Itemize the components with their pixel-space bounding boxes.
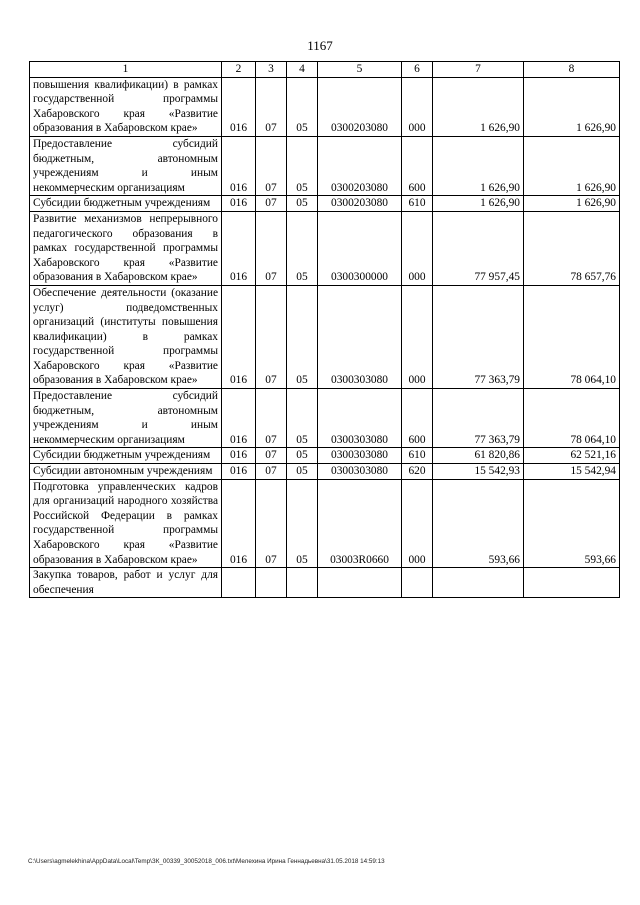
table-row — [30, 479, 620, 568]
table-row — [30, 448, 620, 464]
cell-subsection: 05 — [287, 211, 318, 285]
cell-description — [30, 285, 222, 388]
table-row — [30, 285, 620, 388]
description-text: Подготовка управленческих кадров для организаций народного хозяйства Российской Федерации в рамках государственной программы Хабаровского края «Развитие образования в Хабаровском крае» — [33, 480, 218, 566]
cell-description — [30, 77, 222, 136]
cell-amount-year2 — [524, 568, 620, 598]
cell-target-article: 0300203080 — [318, 77, 402, 136]
cell-expense-type — [402, 568, 433, 598]
cell-target-article: 03003R0660 — [318, 479, 402, 568]
cell-description — [30, 136, 222, 195]
cell-expense-type: 000 — [402, 211, 433, 285]
cell-amount-year2: 15 542,94 — [524, 464, 620, 480]
cell-ministry-code: 016 — [222, 77, 256, 136]
table-row — [30, 568, 620, 598]
cell-ministry-code: 016 — [222, 479, 256, 568]
cell-section — [256, 568, 287, 598]
cell-subsection: 05 — [287, 448, 318, 464]
cell-section: 07 — [256, 448, 287, 464]
cell-ministry-code — [222, 568, 256, 598]
column-header: 3 — [256, 62, 287, 78]
cell-amount-year1: 77 363,79 — [433, 285, 524, 388]
cell-section: 07 — [256, 136, 287, 195]
description-text: Обеспечение деятельности (оказание услуг) подведомственных организаций (институты повышения квалификации) в рамках государственной программы Хабаровского края «Развитие образования в Хабаровском крае» — [33, 286, 218, 387]
description-text: Субсидии бюджетным учреждениям — [33, 449, 211, 462]
cell-section: 07 — [256, 196, 287, 212]
cell-section: 07 — [256, 211, 287, 285]
table-row — [30, 196, 620, 212]
cell-section: 07 — [256, 285, 287, 388]
budget-table — [29, 61, 620, 598]
cell-subsection: 05 — [287, 285, 318, 388]
cell-subsection: 05 — [287, 479, 318, 568]
cell-target-article: 0300203080 — [318, 136, 402, 195]
description-text: Предоставление субсидий бюджетным, автономным учреждениям и иным некоммерческим организациям — [33, 137, 218, 194]
column-number-row — [30, 62, 620, 78]
cell-description — [30, 464, 222, 480]
cell-ministry-code: 016 — [222, 211, 256, 285]
cell-expense-type: 000 — [402, 285, 433, 388]
page-number: 1167 — [307, 38, 333, 53]
cell-target-article: 0300303080 — [318, 448, 402, 464]
cell-section: 07 — [256, 389, 287, 448]
cell-amount-year2: 593,66 — [524, 479, 620, 568]
cell-expense-type: 000 — [402, 479, 433, 568]
file-path-footer: C:\Users\agmelekhina\AppData\Local\Temp\ЗК_00339_30052018_006.txt\Мелехина Ирина Геннадьевна\31.05.2018 14:59:13 — [28, 858, 385, 865]
table-row — [30, 136, 620, 195]
cell-description — [30, 389, 222, 448]
cell-amount-year1: 77 363,79 — [433, 389, 524, 448]
cell-amount-year1: 61 820,86 — [433, 448, 524, 464]
cell-ministry-code: 016 — [222, 389, 256, 448]
cell-amount-year1: 593,66 — [433, 479, 524, 568]
cell-amount-year1: 1 626,90 — [433, 196, 524, 212]
cell-description — [30, 568, 222, 598]
cell-target-article: 0300303080 — [318, 389, 402, 448]
table-row — [30, 77, 620, 136]
cell-expense-type: 610 — [402, 448, 433, 464]
cell-ministry-code: 016 — [222, 464, 256, 480]
description-text: повышения квалификации) в рамках государственной программы Хабаровского края «Развитие образования в Хабаровском крае» — [33, 78, 218, 135]
cell-ministry-code: 016 — [222, 285, 256, 388]
cell-amount-year2: 78 064,10 — [524, 389, 620, 448]
cell-subsection: 05 — [287, 136, 318, 195]
cell-amount-year2: 62 521,16 — [524, 448, 620, 464]
table-row — [30, 211, 620, 285]
description-text: Закупка товаров, работ и услуг для обеспечения — [33, 569, 218, 596]
cell-section: 07 — [256, 77, 287, 136]
table-row — [30, 389, 620, 448]
cell-section: 07 — [256, 479, 287, 568]
cell-target-article: 0300300000 — [318, 211, 402, 285]
cell-ministry-code: 016 — [222, 196, 256, 212]
cell-description — [30, 196, 222, 212]
table-row — [30, 464, 620, 480]
cell-expense-type: 000 — [402, 77, 433, 136]
cell-amount-year2: 1 626,90 — [524, 77, 620, 136]
column-header: 4 — [287, 62, 318, 78]
cell-amount-year1 — [433, 568, 524, 598]
cell-subsection — [287, 568, 318, 598]
cell-ministry-code: 016 — [222, 136, 256, 195]
cell-target-article: 0300303080 — [318, 285, 402, 388]
column-header: 5 — [318, 62, 402, 78]
cell-expense-type: 620 — [402, 464, 433, 480]
column-header: 8 — [524, 62, 620, 78]
cell-description — [30, 479, 222, 568]
cell-amount-year2: 1 626,90 — [524, 136, 620, 195]
cell-amount-year2: 78 657,76 — [524, 211, 620, 285]
cell-description — [30, 211, 222, 285]
cell-section: 07 — [256, 464, 287, 480]
column-header: 1 — [30, 62, 222, 78]
cell-amount-year2: 1 626,90 — [524, 196, 620, 212]
description-text: Предоставление субсидий бюджетным, автономным учреждениям и иным некоммерческим организациям — [33, 390, 218, 446]
cell-amount-year1: 1 626,90 — [433, 136, 524, 195]
column-header: 7 — [433, 62, 524, 78]
cell-amount-year2: 78 064,10 — [524, 285, 620, 388]
cell-expense-type: 600 — [402, 389, 433, 448]
cell-target-article: 0300203080 — [318, 196, 402, 212]
cell-expense-type: 600 — [402, 136, 433, 195]
cell-target-article — [318, 568, 402, 598]
cell-subsection: 05 — [287, 196, 318, 212]
cell-expense-type: 610 — [402, 196, 433, 212]
description-text: Субсидии автономным учреждениям — [33, 465, 213, 478]
cell-amount-year1: 15 542,93 — [433, 464, 524, 480]
cell-subsection: 05 — [287, 464, 318, 480]
description-text: Субсидии бюджетным учреждениям — [33, 197, 211, 210]
description-text: Развитие механизмов непрерывного педагогического образования в рамках государственной программы Хабаровского края «Развитие образования в Хабаровском крае» — [33, 212, 218, 284]
cell-amount-year1: 77 957,45 — [433, 211, 524, 285]
cell-subsection: 05 — [287, 389, 318, 448]
column-header: 6 — [402, 62, 433, 78]
cell-target-article: 0300303080 — [318, 464, 402, 480]
cell-subsection: 05 — [287, 77, 318, 136]
cell-description — [30, 448, 222, 464]
cell-ministry-code: 016 — [222, 448, 256, 464]
column-header: 2 — [222, 62, 256, 78]
cell-amount-year1: 1 626,90 — [433, 77, 524, 136]
